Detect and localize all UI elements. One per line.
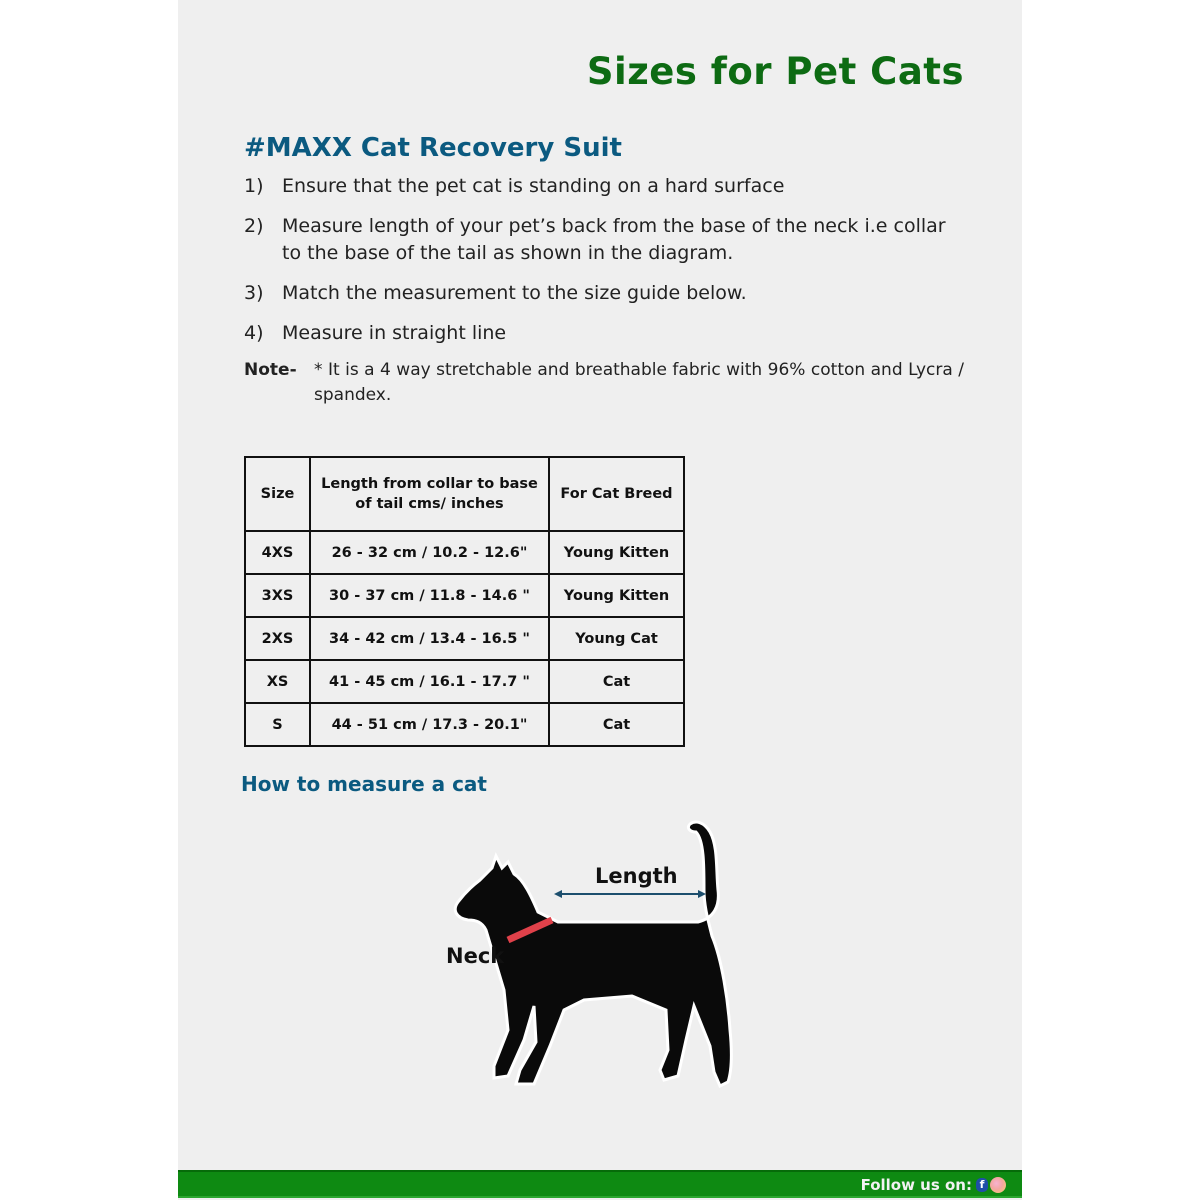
header-breed: For Cat Breed: [549, 457, 684, 531]
cell-length: 30 - 37 cm / 11.8 - 14.6 ": [310, 574, 549, 617]
measurement-steps: [244, 173, 964, 408]
note-label: Note-: [244, 360, 297, 380]
step-2: [244, 213, 964, 267]
how-to-measure-heading: How to measure a cat: [241, 772, 487, 796]
table-row: [245, 617, 684, 660]
step-number: 1): [244, 175, 264, 197]
cell-length: 26 - 32 cm / 10.2 - 12.6": [310, 531, 549, 574]
cell-size: XS: [245, 660, 310, 703]
step-number: 2): [244, 215, 264, 237]
step-3: [244, 280, 964, 307]
step-text: Measure length of your pet’s back from the base of the neck i.e collar to the base of the tail as shown in the diagram.: [282, 215, 946, 264]
step-text: Measure in straight line: [282, 322, 507, 344]
neck-label: Neck: [446, 944, 505, 968]
table-row: [245, 574, 684, 617]
cell-breed: Cat: [549, 660, 684, 703]
cell-size: 3XS: [245, 574, 310, 617]
cell-breed: Young Cat: [549, 617, 684, 660]
page-title: Sizes for Pet Cats: [586, 50, 964, 93]
step-1: [244, 173, 964, 200]
cell-size: 2XS: [245, 617, 310, 660]
cell-breed: Young Kitten: [549, 574, 684, 617]
cell-breed: Young Kitten: [549, 531, 684, 574]
table-row: [245, 531, 684, 574]
size-table: [244, 456, 685, 747]
step-4: [244, 320, 964, 347]
fabric-note: [244, 358, 964, 408]
footer-bar: [178, 1170, 1022, 1198]
step-number: 3): [244, 282, 264, 304]
header-size: Size: [245, 457, 310, 531]
product-title: #MAXX Cat Recovery Suit: [244, 133, 622, 163]
cell-length: 41 - 45 cm / 16.1 - 17.7 ": [310, 660, 549, 703]
step-number: 4): [244, 322, 264, 344]
length-label: Length: [595, 864, 678, 888]
cell-length: 44 - 51 cm / 17.3 - 20.1": [310, 703, 549, 746]
cell-breed: Cat: [549, 703, 684, 746]
facebook-icon[interactable]: f: [976, 1178, 988, 1192]
header-length: Length from collar to base of tail cms/ inches: [310, 457, 549, 531]
step-text: Ensure that the pet cat is standing on a hard surface: [282, 175, 785, 197]
table-header-row: [245, 457, 684, 531]
cell-size: S: [245, 703, 310, 746]
instagram-icon[interactable]: [990, 1177, 1006, 1193]
cell-length: 34 - 42 cm / 13.4 - 16.5 ": [310, 617, 549, 660]
step-text: Match the measurement to the size guide below.: [282, 282, 747, 304]
length-arrow-icon: [554, 890, 706, 898]
follow-us-label: Follow us on:: [860, 1176, 972, 1194]
cell-size: 4XS: [245, 531, 310, 574]
table-row: [245, 660, 684, 703]
size-guide-page: [178, 0, 1022, 1200]
table-row: [245, 703, 684, 746]
note-text: * It is a 4 way stretchable and breathable fabric with 96% cotton and Lycra / spandex.: [314, 360, 964, 405]
